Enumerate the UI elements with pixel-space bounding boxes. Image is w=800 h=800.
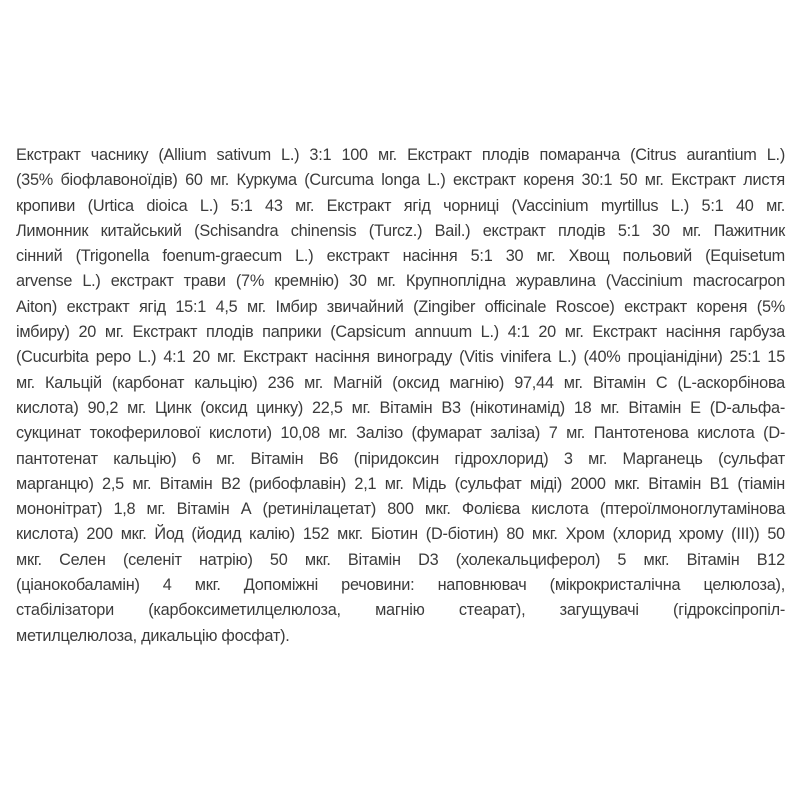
ingredients-text-line: сукцинат токоферилової кислоти) 10,08 мг. Залізо (фумарат заліза) 7 мг. Пантотенова кислота (D- <box>16 424 785 443</box>
ingredients-text-line: пантотенат кальцію) 6 мг. Вітамін В6 (піридоксин гідрохлорид) 3 мг. Марганець (сульфат <box>16 449 785 468</box>
ingredients-text-line: кислота) 200 мкг. Йод (йодид калію) 152 мкг. Біотин (D-біотин) 80 мкг. Хром (хлорид хрому (III)) 50 <box>16 525 785 544</box>
ingredients-text-line: кислота) 90,2 мг. Цинк (оксид цинку) 22,5 мг. Вітамін В3 (нікотинамід) 18 мг. Вітамін Е (D-альфа- <box>16 398 785 417</box>
ingredients-text-line: (35% біофлавоноїдів) 60 мг. Куркума (Curcuma longa L.) екстракт кореня 30:1 50 мг. Екстракт листя <box>16 171 785 190</box>
ingredients-text-line: (Cucurbita pepo L.) 4:1 20 мг. Екстракт насіння винограду (Vitis vinifera L.) (40% проціанідіни) 25:1 15 <box>16 348 785 367</box>
ingredients-text-line: стабілізатори (карбоксиметилцелюлоза, магнію стеарат), загущувачі (гідроксіпропіл- <box>16 601 785 620</box>
ingredients-text-line: мкг. Селен (селеніт натрію) 50 мкг. Вітамін D3 (холекальциферол) 5 мкг. Вітамін В12 <box>16 550 785 569</box>
ingredients-text-line: arvense L.) екстракт трави (7% кремнію) 30 мг. Крупноплідна журавлина (Vaccinium macrocarpon <box>16 272 785 291</box>
ingredients-text-line: мг. Кальцій (карбонат кальцію) 236 мг. Магній (оксид магнію) 97,44 мг. Вітамін С (L-аскорбінова <box>16 373 785 392</box>
ingredients-text-line: марганцю) 2,5 мг. Вітамін В2 (рибофлавін) 2,1 мг. Мідь (сульфат міді) 2000 мкг. Вітамін В1 (тіамін <box>16 474 785 493</box>
ingredients-text-line: Aiton) екстракт ягід 15:1 4,5 мг. Імбир звичайний (Zingiber officinale Roscoe) екстракт кореня (5% <box>16 297 785 316</box>
ingredients-text-block <box>16 143 785 649</box>
ingredients-text-line: кропиви (Urtica dioica L.) 5:1 43 мг. Екстракт ягід чорниці (Vaccinium myrtillus L.) 5:1 40 мг. <box>16 196 785 215</box>
ingredients-text-line: Лимонник китайський (Schisandra chinensis (Turcz.) Bail.) екстракт плодів 5:1 30 мг. Пажитник <box>16 221 785 240</box>
ingredients-text-line: (ціанокобаламін) 4 мкг. Допоміжні речовини: наповнювач (мікрокристалічна целюлоза), <box>16 576 785 595</box>
ingredients-text-line: імбиру) 20 мг. Екстракт плодів паприки (Capsicum annuum L.) 4:1 20 мг. Екстракт насіння гарбуза <box>16 323 785 342</box>
ingredients-text-line: мононітрат) 1,8 мг. Вітамін А (ретинілацетат) 800 мкг. Фолієва кислота (птероїлмоноглутамінова <box>16 500 785 519</box>
ingredients-text-line: сінний (Trigonella foenum-graecum L.) екстракт насіння 5:1 30 мг. Хвощ польовий (Equisetum <box>16 247 785 266</box>
ingredients-text-line: Екстракт часнику (Allium sativum L.) 3:1 100 мг. Екстракт плодів помаранча (Citrus aurantium L.) <box>16 146 785 164</box>
ingredients-text-line: метилцелюлоза, дикальцію фосфат). <box>16 626 290 645</box>
